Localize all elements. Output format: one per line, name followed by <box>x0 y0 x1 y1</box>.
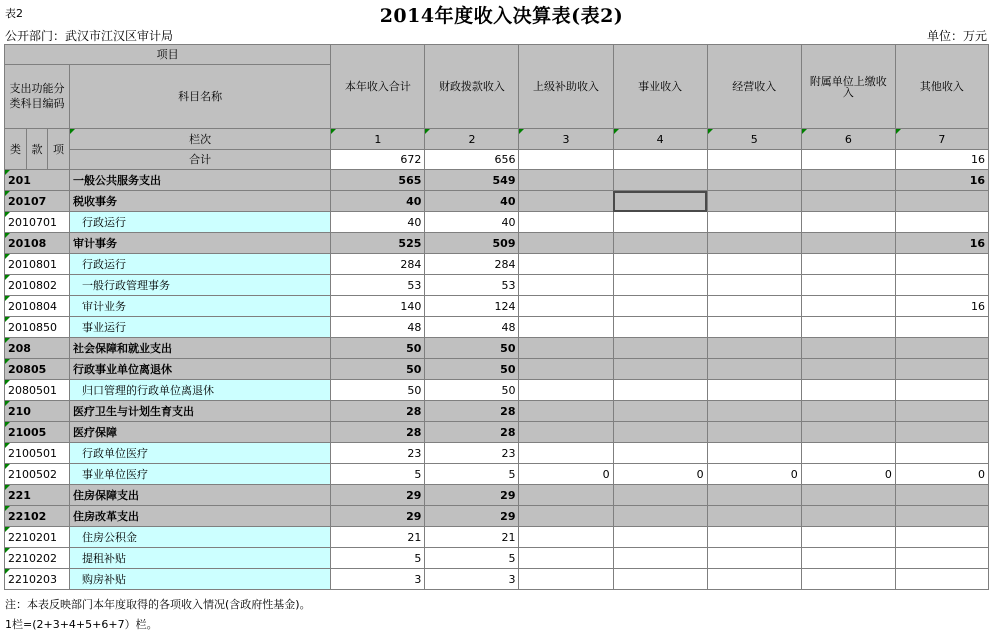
row-value-col-2[interactable]: 40 <box>425 191 519 212</box>
row-value-col-4[interactable] <box>613 170 707 191</box>
row-value-col-5[interactable] <box>707 275 801 296</box>
row-value-col-3[interactable] <box>519 380 613 401</box>
row-value-col-6[interactable] <box>801 548 895 569</box>
row-value-col-6[interactable] <box>801 506 895 527</box>
table-row <box>5 233 989 254</box>
row-value-col-3[interactable]: 0 <box>519 464 613 485</box>
col-number-5[interactable]: 5 <box>707 129 801 150</box>
total-value-7[interactable]: 16 <box>895 150 988 170</box>
department-label: 公开部门：武汉市江汉区审计局 <box>5 29 174 43</box>
row-value-col-3[interactable] <box>519 548 613 569</box>
row-value-col-2[interactable]: 29 <box>425 506 519 527</box>
row-value-col-4[interactable] <box>613 233 707 254</box>
row-value-col-1[interactable]: 29 <box>331 506 425 527</box>
unit-label: 单位：万元 <box>926 29 987 43</box>
total-label[interactable]: 合计 <box>70 150 331 170</box>
sheet-tag: 表2 <box>5 7 23 20</box>
total-value-5[interactable] <box>707 150 801 170</box>
row-value-col-6[interactable] <box>801 401 895 422</box>
row-value-col-7[interactable]: 16 <box>895 170 988 191</box>
row-value-col-4[interactable] <box>613 359 707 380</box>
row-value-col-5[interactable] <box>707 212 801 233</box>
row-value-col-6[interactable]: 0 <box>801 464 895 485</box>
row-value-col-1[interactable]: 23 <box>331 443 425 464</box>
row-value-col-5[interactable] <box>707 569 801 590</box>
row-subject-name[interactable]: 医疗保障 <box>70 422 331 443</box>
row-value-col-7[interactable] <box>895 212 988 233</box>
row-value-col-2[interactable]: 5 <box>425 548 519 569</box>
row-subject-name[interactable]: 审计事务 <box>70 233 331 254</box>
row-value-col-5[interactable] <box>707 485 801 506</box>
row-value-col-6[interactable] <box>801 254 895 275</box>
row-value-col-2[interactable]: 3 <box>425 569 519 590</box>
row-value-col-5[interactable] <box>707 443 801 464</box>
row-value-col-4[interactable] <box>613 191 707 212</box>
row-value-col-6[interactable] <box>801 233 895 254</box>
row-value-col-5[interactable] <box>707 422 801 443</box>
row-value-col-1[interactable]: 3 <box>331 569 425 590</box>
row-value-col-2[interactable]: 48 <box>425 317 519 338</box>
total-value-4[interactable] <box>613 150 707 170</box>
footnote-1: 注：本表反映部门本年度取得的各项收入情况(含政府性基金)。 <box>5 598 311 611</box>
row-code[interactable]: 201 <box>5 170 70 191</box>
header-lanci[interactable]: 栏次 <box>70 129 331 150</box>
page-title: 2014年度收入决算表(表2) <box>379 5 624 27</box>
row-value-col-2[interactable]: 5 <box>425 464 519 485</box>
total-value-2[interactable]: 656 <box>425 150 519 170</box>
row-value-col-4[interactable] <box>613 485 707 506</box>
row-value-col-1[interactable]: 50 <box>331 359 425 380</box>
row-subject-name[interactable]: 税收事务 <box>70 191 331 212</box>
row-subject-name[interactable]: 住房改革支出 <box>70 506 331 527</box>
row-value-col-5[interactable] <box>707 548 801 569</box>
row-value-col-3[interactable] <box>519 254 613 275</box>
row-value-col-5[interactable] <box>707 380 801 401</box>
row-value-col-4[interactable] <box>613 380 707 401</box>
footnote-2: 1栏=(2+3+4+5+6+7）栏。 <box>5 618 158 631</box>
row-value-col-3[interactable] <box>519 359 613 380</box>
row-value-col-4[interactable] <box>613 338 707 359</box>
table-row <box>5 296 989 317</box>
row-value-col-4[interactable] <box>613 506 707 527</box>
row-value-col-6[interactable] <box>801 485 895 506</box>
row-code[interactable]: 20107 <box>5 191 70 212</box>
row-value-col-6[interactable] <box>801 212 895 233</box>
row-value-col-1[interactable]: 40 <box>331 212 425 233</box>
row-value-col-4[interactable] <box>613 443 707 464</box>
header-col-3[interactable]: 上级补助收入 <box>519 45 613 129</box>
row-subject-name[interactable]: 住房保障支出 <box>70 485 331 506</box>
row-value-col-2[interactable]: 40 <box>425 212 519 233</box>
row-value-col-5[interactable] <box>707 254 801 275</box>
row-value-col-7[interactable] <box>895 422 988 443</box>
income-table <box>4 44 989 590</box>
row-value-col-7[interactable] <box>895 548 988 569</box>
row-value-col-6[interactable] <box>801 317 895 338</box>
row-code[interactable]: 2210202 <box>5 548 70 569</box>
row-value-col-2[interactable]: 23 <box>425 443 519 464</box>
row-subject-name[interactable]: 审计业务 <box>70 296 331 317</box>
row-value-col-2[interactable]: 50 <box>425 380 519 401</box>
row-code[interactable]: 208 <box>5 338 70 359</box>
header-subject-name[interactable]: 科目名称 <box>70 65 331 129</box>
row-subject-name[interactable]: 提租补贴 <box>70 548 331 569</box>
row-value-col-3[interactable] <box>519 212 613 233</box>
row-value-col-5[interactable] <box>707 527 801 548</box>
row-code[interactable]: 22102 <box>5 506 70 527</box>
row-code[interactable]: 221 <box>5 485 70 506</box>
row-code[interactable]: 2080501 <box>5 380 70 401</box>
row-value-col-2[interactable]: 29 <box>425 485 519 506</box>
table-row <box>5 170 989 191</box>
table-row <box>5 359 989 380</box>
row-value-col-4[interactable] <box>613 569 707 590</box>
row-value-col-7[interactable] <box>895 527 988 548</box>
row-value-col-1[interactable]: 53 <box>331 275 425 296</box>
row-value-col-2[interactable]: 549 <box>425 170 519 191</box>
row-value-col-1[interactable]: 48 <box>331 317 425 338</box>
row-value-col-3[interactable] <box>519 275 613 296</box>
row-code[interactable]: 20108 <box>5 233 70 254</box>
row-value-col-3[interactable] <box>519 527 613 548</box>
row-value-col-7[interactable] <box>895 506 988 527</box>
row-value-col-4[interactable] <box>613 296 707 317</box>
row-value-col-7[interactable] <box>895 275 988 296</box>
row-value-col-3[interactable] <box>519 569 613 590</box>
row-value-col-4[interactable] <box>613 527 707 548</box>
row-value-col-4[interactable] <box>613 254 707 275</box>
row-value-col-7[interactable] <box>895 359 988 380</box>
header-item[interactable]: 项目 <box>5 45 331 65</box>
row-code[interactable]: 210 <box>5 401 70 422</box>
header-col-4[interactable]: 事业收入 <box>613 45 707 129</box>
row-value-col-4[interactable] <box>613 422 707 443</box>
table-row <box>5 380 989 401</box>
row-subject-name[interactable]: 归口管理的行政单位离退休 <box>70 380 331 401</box>
header-xiang[interactable]: 项 <box>48 129 70 170</box>
row-value-col-3[interactable] <box>519 170 613 191</box>
row-value-col-2[interactable]: 284 <box>425 254 519 275</box>
table-row <box>5 254 989 275</box>
table-row <box>5 443 989 464</box>
row-value-col-2[interactable]: 124 <box>425 296 519 317</box>
row-value-col-1[interactable]: 565 <box>331 170 425 191</box>
row-subject-name[interactable]: 行政运行 <box>70 212 331 233</box>
row-value-col-7[interactable] <box>895 317 988 338</box>
col-number-1[interactable]: 1 <box>331 129 425 150</box>
table-row <box>5 212 989 233</box>
header-kuan[interactable]: 款 <box>27 129 48 170</box>
header-col-1[interactable]: 本年收入合计 <box>331 45 425 129</box>
row-value-col-2[interactable]: 53 <box>425 275 519 296</box>
row-value-col-7[interactable] <box>895 443 988 464</box>
row-value-col-5[interactable] <box>707 338 801 359</box>
row-value-col-5[interactable] <box>707 170 801 191</box>
row-value-col-6[interactable] <box>801 191 895 212</box>
row-value-col-1[interactable]: 5 <box>331 548 425 569</box>
row-value-col-6[interactable] <box>801 296 895 317</box>
row-value-col-4[interactable] <box>613 401 707 422</box>
row-value-col-1[interactable]: 140 <box>331 296 425 317</box>
row-value-col-6[interactable] <box>801 275 895 296</box>
row-value-col-3[interactable] <box>519 296 613 317</box>
row-value-col-6[interactable] <box>801 443 895 464</box>
row-value-col-4[interactable] <box>613 317 707 338</box>
row-value-col-7[interactable]: 0 <box>895 464 988 485</box>
table-row <box>5 422 989 443</box>
row-value-col-2[interactable]: 28 <box>425 422 519 443</box>
row-subject-name[interactable]: 医疗卫生与计划生育支出 <box>70 401 331 422</box>
row-value-col-1[interactable]: 21 <box>331 527 425 548</box>
row-value-col-1[interactable]: 5 <box>331 464 425 485</box>
row-value-col-3[interactable] <box>519 422 613 443</box>
row-value-col-5[interactable] <box>707 401 801 422</box>
row-subject-name[interactable]: 购房补贴 <box>70 569 331 590</box>
row-code[interactable]: 2010802 <box>5 275 70 296</box>
table-row <box>5 401 989 422</box>
row-value-col-7[interactable]: 16 <box>895 296 988 317</box>
row-subject-name[interactable]: 一般公共服务支出 <box>70 170 331 191</box>
row-value-col-1[interactable]: 28 <box>331 401 425 422</box>
row-value-col-3[interactable] <box>519 443 613 464</box>
table-row <box>5 275 989 296</box>
row-code[interactable]: 2010850 <box>5 317 70 338</box>
row-value-col-7[interactable] <box>895 569 988 590</box>
row-value-col-4[interactable]: 0 <box>613 464 707 485</box>
row-value-col-6[interactable] <box>801 527 895 548</box>
row-code[interactable]: 2010801 <box>5 254 70 275</box>
row-value-col-4[interactable] <box>613 212 707 233</box>
header-lei[interactable]: 类 <box>5 129 27 170</box>
row-subject-name[interactable]: 住房公积金 <box>70 527 331 548</box>
row-code[interactable]: 2010701 <box>5 212 70 233</box>
table-row <box>5 317 989 338</box>
row-value-col-7[interactable] <box>895 254 988 275</box>
row-value-col-3[interactable] <box>519 401 613 422</box>
row-subject-name[interactable]: 行政事业单位离退休 <box>70 359 331 380</box>
row-value-col-2[interactable]: 50 <box>425 359 519 380</box>
row-value-col-4[interactable] <box>613 275 707 296</box>
row-value-col-1[interactable]: 525 <box>331 233 425 254</box>
table-row <box>5 548 989 569</box>
row-value-col-3[interactable] <box>519 485 613 506</box>
row-value-col-5[interactable] <box>707 359 801 380</box>
table-row <box>5 191 989 212</box>
row-value-col-5[interactable] <box>707 317 801 338</box>
row-value-col-1[interactable]: 50 <box>331 380 425 401</box>
table-row <box>5 464 989 485</box>
row-subject-name[interactable]: 一般行政管理事务 <box>70 275 331 296</box>
row-value-col-7[interactable]: 16 <box>895 233 988 254</box>
row-value-col-7[interactable] <box>895 380 988 401</box>
row-value-col-5[interactable] <box>707 296 801 317</box>
row-value-col-3[interactable] <box>519 191 613 212</box>
row-code[interactable]: 2100502 <box>5 464 70 485</box>
header-col-7[interactable]: 其他收入 <box>895 45 988 129</box>
row-value-col-3[interactable] <box>519 233 613 254</box>
row-code[interactable]: 20805 <box>5 359 70 380</box>
row-value-col-5[interactable] <box>707 191 801 212</box>
row-code[interactable]: 21005 <box>5 422 70 443</box>
row-value-col-7[interactable] <box>895 338 988 359</box>
table-row <box>5 569 989 590</box>
row-value-col-2[interactable]: 50 <box>425 338 519 359</box>
table-body <box>5 170 989 590</box>
row-code[interactable]: 2210203 <box>5 569 70 590</box>
row-value-col-5[interactable]: 0 <box>707 464 801 485</box>
row-value-col-6[interactable] <box>801 569 895 590</box>
row-code[interactable]: 2010804 <box>5 296 70 317</box>
row-subject-name[interactable]: 行政单位医疗 <box>70 443 331 464</box>
row-value-col-7[interactable] <box>895 191 988 212</box>
table-row <box>5 506 989 527</box>
total-value-6[interactable] <box>801 150 895 170</box>
row-value-col-6[interactable] <box>801 380 895 401</box>
table-row <box>5 527 989 548</box>
col-number-7[interactable]: 7 <box>895 129 988 150</box>
row-value-col-6[interactable] <box>801 170 895 191</box>
row-code[interactable]: 2210201 <box>5 527 70 548</box>
row-value-col-2[interactable]: 21 <box>425 527 519 548</box>
header-class-code[interactable]: 支出功能分类科目编码 <box>5 65 70 129</box>
row-value-col-2[interactable]: 509 <box>425 233 519 254</box>
row-value-col-1[interactable]: 28 <box>331 422 425 443</box>
row-value-col-4[interactable] <box>613 548 707 569</box>
row-subject-name[interactable]: 事业单位医疗 <box>70 464 331 485</box>
header-col-5[interactable]: 经营收入 <box>707 45 801 129</box>
row-code[interactable]: 2100501 <box>5 443 70 464</box>
total-value-3[interactable] <box>519 150 613 170</box>
header-col-2[interactable]: 财政拨款收入 <box>425 45 519 129</box>
row-value-col-5[interactable] <box>707 233 801 254</box>
col-number-6[interactable]: 6 <box>801 129 895 150</box>
row-value-col-6[interactable] <box>801 422 895 443</box>
col-number-2[interactable]: 2 <box>425 129 519 150</box>
total-value-1[interactable]: 672 <box>331 150 425 170</box>
header-col-6[interactable]: 附属单位上缴收入 <box>801 45 895 129</box>
col-number-4[interactable]: 4 <box>613 129 707 150</box>
col-number-3[interactable]: 3 <box>519 129 613 150</box>
row-value-col-1[interactable]: 50 <box>331 338 425 359</box>
row-subject-name[interactable]: 社会保障和就业支出 <box>70 338 331 359</box>
row-value-col-3[interactable] <box>519 338 613 359</box>
table-row <box>5 485 989 506</box>
row-value-col-7[interactable] <box>895 401 988 422</box>
row-value-col-6[interactable] <box>801 338 895 359</box>
row-value-col-1[interactable]: 29 <box>331 485 425 506</box>
row-value-col-3[interactable] <box>519 317 613 338</box>
row-value-col-6[interactable] <box>801 359 895 380</box>
row-subject-name[interactable]: 事业运行 <box>70 317 331 338</box>
row-value-col-7[interactable] <box>895 485 988 506</box>
row-value-col-1[interactable]: 284 <box>331 254 425 275</box>
sheet-edge <box>989 44 1003 596</box>
row-value-col-2[interactable]: 28 <box>425 401 519 422</box>
table-row <box>5 338 989 359</box>
row-value-col-3[interactable] <box>519 506 613 527</box>
row-subject-name[interactable]: 行政运行 <box>70 254 331 275</box>
row-value-col-5[interactable] <box>707 506 801 527</box>
row-value-col-1[interactable]: 40 <box>331 191 425 212</box>
